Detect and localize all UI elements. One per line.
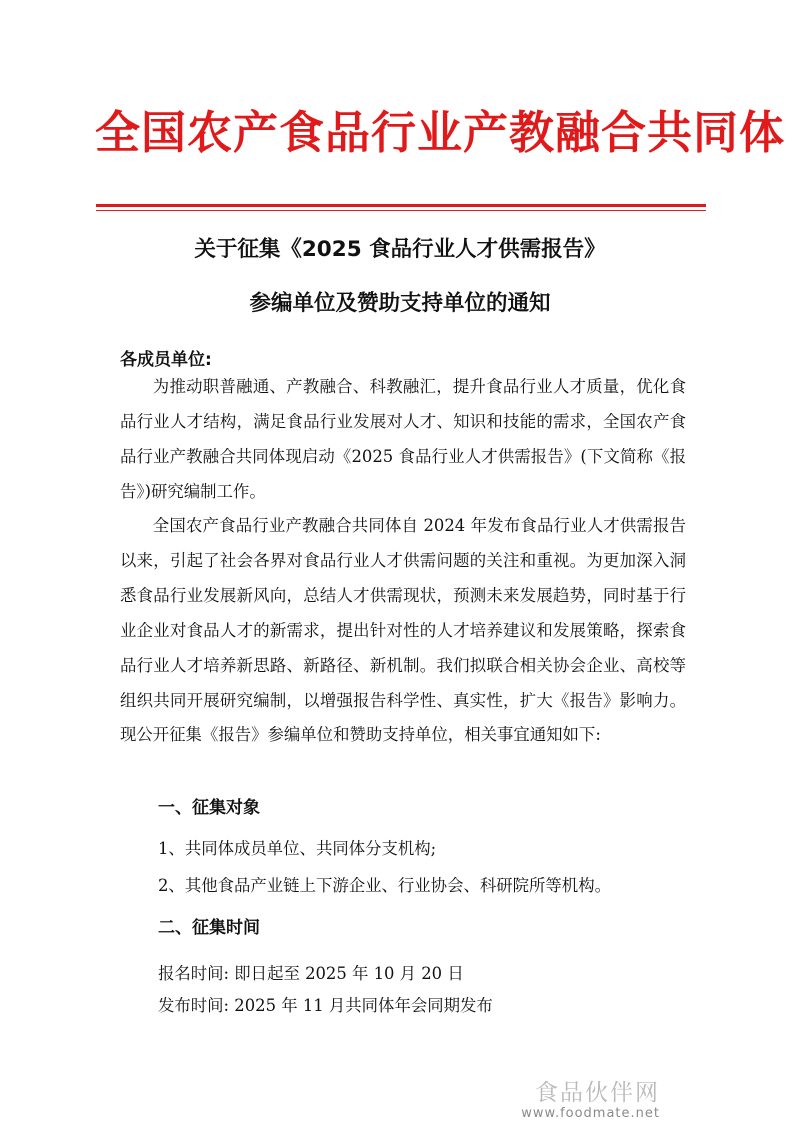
paragraph-background: 全国农产食品行业产教融合共同体自 2024 年发布食品行业人才供需报告以来，引起了社会各界对食品行业人才供需问题的关注和重视。为更加深入洞悉食品行业发展新风向，总结人才供需现状，预测未来发展趋势，同时基于行业企业对食品人才的新需求，提出针对性的人才培养建议和发展策略，探索食品行业人才培养新思路、新路径、新机制。我们拟联合相关协会企业、高校等组织共同开展研究编制，以增强报告科学性、真实性，扩大《报告》影响力。现公开征集《报告》参编单位和赞助支持单位，相关事宜通知如下: <box>120 516 686 745</box>
list-item: 1、共同体成员单位、共同体分支机构; <box>158 839 437 858</box>
document-title-line-1: 关于征集《2025 食品行业人才供需报告》 <box>194 237 606 262</box>
section-heading-timeline: 二、征集时间 <box>158 918 260 938</box>
watermark-site-url: www.foodmate.net <box>521 1106 660 1121</box>
header-divider-thin <box>96 210 706 211</box>
salutation: 各成员单位: <box>120 350 212 370</box>
header-divider-thick <box>96 204 706 207</box>
list-item: 2、其他食品产业链上下游企业、行业协会、科研院所等机构。 <box>158 876 611 895</box>
registration-time: 报名时间: 即日起至 2025 年 10 月 20 日 <box>158 964 464 983</box>
organization-header-title: 全国农产食品行业产教融合共同体 <box>95 106 786 159</box>
watermark-site-name: 食品伙伴网 <box>535 1080 660 1106</box>
section-heading-targets: 一、征集对象 <box>158 798 260 818</box>
site-watermark <box>521 1080 660 1122</box>
document-title-line-2: 参编单位及赞助支持单位的通知 <box>249 291 551 316</box>
release-time: 发布时间: 2025 年 11 月共同体年会同期发布 <box>158 996 493 1015</box>
paragraph-intro: 为推动职普融通、产教融合、科教融汇，提升食品行业人才质量，优化食品行业人才结构，满足食品行业发展对人才、知识和技能的需求，全国农产食品行业产教融合共同体现启动《2025 食品行业人才供需报告》(下文简称《报告》)研究编制工作。 <box>120 377 686 501</box>
